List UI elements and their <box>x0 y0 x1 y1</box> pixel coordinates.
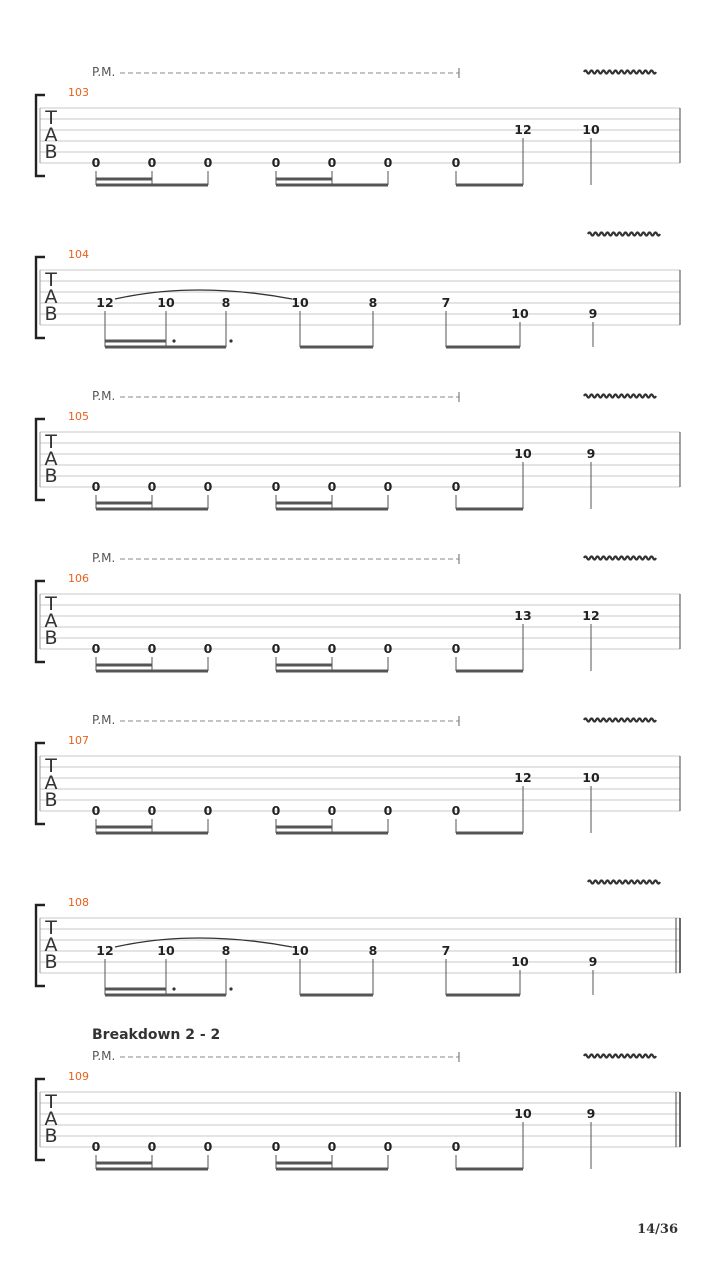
fret-number: 0 <box>451 641 461 656</box>
fret-number: 0 <box>327 803 337 818</box>
vibrato-icon <box>588 881 660 884</box>
fret-number: 0 <box>451 155 461 170</box>
section-title: Breakdown 2 - 2 <box>92 1027 221 1043</box>
clef-letter-b: B <box>44 465 58 487</box>
clef-letter-a: A <box>44 124 58 146</box>
fret-number: 0 <box>271 803 281 818</box>
palm-mute-label: P.M. <box>92 1049 116 1063</box>
fret-number: 0 <box>451 479 461 494</box>
fret-number: 0 <box>271 1139 281 1154</box>
fret-number: 0 <box>327 1139 337 1154</box>
fret-number: 0 <box>147 479 157 494</box>
clef-letter-t: T <box>45 1091 57 1113</box>
fret-number: 10 <box>582 770 600 785</box>
fret-number: 0 <box>383 155 393 170</box>
tab-system <box>36 233 680 348</box>
fret-number: 0 <box>383 479 393 494</box>
clef-letter-b: B <box>44 627 58 649</box>
dot-icon <box>172 987 175 990</box>
fret-number: 0 <box>147 155 157 170</box>
bar-number: 107 <box>68 734 89 747</box>
fret-number: 0 <box>203 1139 213 1154</box>
fret-number: 10 <box>511 306 529 321</box>
fret-number: 0 <box>203 641 213 656</box>
fret-number: 0 <box>383 803 393 818</box>
bar-number: 108 <box>68 896 89 909</box>
fret-number: 0 <box>91 155 101 170</box>
fret-number: 0 <box>271 479 281 494</box>
palm-mute-label: P.M. <box>92 389 116 403</box>
tab-system <box>36 713 680 833</box>
bar-number: 105 <box>68 410 89 423</box>
fret-number: 0 <box>147 641 157 656</box>
palm-mute-label: P.M. <box>92 713 116 727</box>
fret-number: 8 <box>221 943 231 958</box>
slur-arc <box>115 290 292 299</box>
fret-number: 0 <box>203 803 213 818</box>
dot-icon <box>229 339 232 342</box>
vibrato-icon <box>584 71 656 74</box>
clef-letter-b: B <box>44 303 58 325</box>
fret-number: 7 <box>441 295 451 310</box>
fret-number: 9 <box>586 446 596 461</box>
tab-system <box>36 65 680 185</box>
fret-number: 13 <box>514 608 532 623</box>
slur-arc <box>115 938 292 947</box>
dot-icon <box>172 339 175 342</box>
bar-number: 104 <box>68 248 89 261</box>
fret-number: 0 <box>203 155 213 170</box>
palm-mute-label: P.M. <box>92 551 116 565</box>
clef-letter-a: A <box>44 610 58 632</box>
palm-mute-label: P.M. <box>92 65 116 79</box>
fret-number: 8 <box>368 295 378 310</box>
fret-number: 12 <box>96 295 114 310</box>
vibrato-icon <box>584 395 656 398</box>
fret-number: 8 <box>221 295 231 310</box>
vibrato-icon <box>584 1055 656 1058</box>
tab-system <box>36 389 680 509</box>
fret-number: 9 <box>588 306 598 321</box>
clef-letter-t: T <box>45 755 57 777</box>
fret-number: 0 <box>147 1139 157 1154</box>
dot-icon <box>229 987 232 990</box>
tab-system <box>36 881 680 996</box>
fret-number: 12 <box>582 608 600 623</box>
fret-number: 0 <box>327 641 337 656</box>
fret-number: 10 <box>511 954 529 969</box>
fret-number: 0 <box>271 155 281 170</box>
clef-letter-b: B <box>44 141 58 163</box>
fret-number: 0 <box>91 803 101 818</box>
clef-letter-a: A <box>44 934 58 956</box>
page-number: 14/36 <box>637 1222 678 1237</box>
clef-letter-a: A <box>44 286 58 308</box>
fret-number: 0 <box>451 1139 461 1154</box>
clef-letter-a: A <box>44 772 58 794</box>
fret-number: 12 <box>514 770 532 785</box>
clef-letter-t: T <box>45 917 57 939</box>
fret-number: 0 <box>91 479 101 494</box>
fret-number: 12 <box>96 943 114 958</box>
vibrato-icon <box>588 233 660 236</box>
vibrato-icon <box>584 557 656 560</box>
clef-letter-t: T <box>45 593 57 615</box>
fret-number: 0 <box>271 641 281 656</box>
fret-number: 0 <box>327 479 337 494</box>
fret-number: 0 <box>91 1139 101 1154</box>
fret-number: 0 <box>327 155 337 170</box>
tab-system <box>36 1027 680 1169</box>
fret-number: 10 <box>291 943 309 958</box>
clef-letter-b: B <box>44 1125 58 1147</box>
tab-system <box>36 551 680 671</box>
bar-number: 106 <box>68 572 89 585</box>
fret-number: 10 <box>514 446 532 461</box>
fret-number: 0 <box>383 641 393 656</box>
clef-letter-a: A <box>44 448 58 470</box>
fret-number: 10 <box>157 943 175 958</box>
vibrato-icon <box>584 719 656 722</box>
fret-number: 8 <box>368 943 378 958</box>
clef-letter-t: T <box>45 107 57 129</box>
clef-letter-a: A <box>44 1108 58 1130</box>
fret-number: 0 <box>383 1139 393 1154</box>
fret-number: 10 <box>582 122 600 137</box>
clef-letter-t: T <box>45 269 57 291</box>
fret-number: 10 <box>157 295 175 310</box>
fret-number: 0 <box>451 803 461 818</box>
fret-number: 0 <box>147 803 157 818</box>
fret-number: 9 <box>586 1106 596 1121</box>
fret-number: 10 <box>291 295 309 310</box>
clef-letter-t: T <box>45 431 57 453</box>
clef-letter-b: B <box>44 789 58 811</box>
clef-letter-b: B <box>44 951 58 973</box>
fret-number: 7 <box>441 943 451 958</box>
fret-number: 0 <box>203 479 213 494</box>
bar-number: 109 <box>68 1070 89 1083</box>
fret-number: 0 <box>91 641 101 656</box>
bar-number: 103 <box>68 86 89 99</box>
fret-number: 9 <box>588 954 598 969</box>
fret-number: 12 <box>514 122 532 137</box>
fret-number: 10 <box>514 1106 532 1121</box>
